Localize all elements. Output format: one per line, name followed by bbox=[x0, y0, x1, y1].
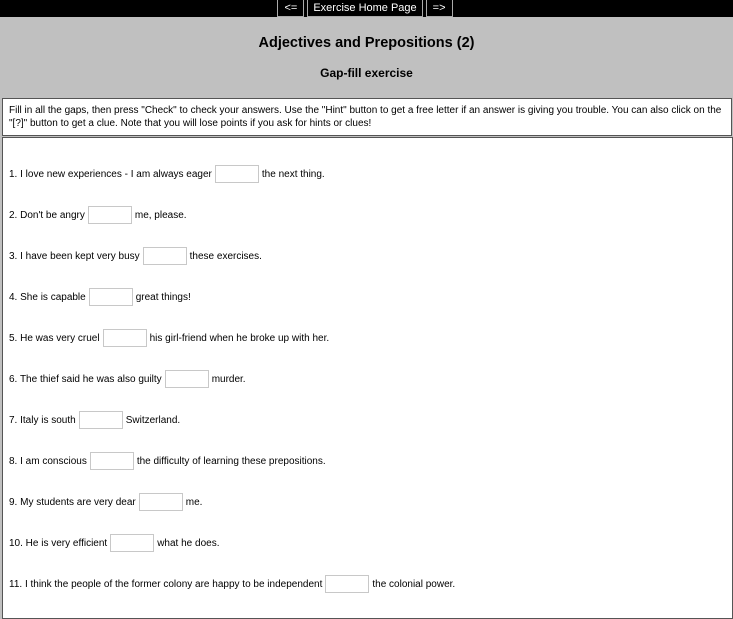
exercise-home-page-button[interactable]: Exercise Home Page bbox=[307, 0, 422, 17]
question-3 bbox=[9, 245, 262, 267]
question-6-gap-input[interactable] bbox=[165, 370, 209, 388]
question-9 bbox=[9, 491, 202, 513]
question-2-gap-input[interactable] bbox=[88, 206, 132, 224]
exercise-question-area bbox=[2, 137, 733, 619]
question-1-text-before: 1. I love new experiences - I am always eager bbox=[9, 168, 212, 180]
question-9-text-before: 9. My students are very dear bbox=[9, 496, 136, 508]
question-5-text-before: 5. He was very cruel bbox=[9, 332, 100, 344]
question-11-text-after: the colonial power. bbox=[372, 578, 456, 590]
navigation-bar bbox=[0, 0, 733, 17]
question-7-text-before: 7. Italy is south bbox=[9, 414, 76, 426]
question-2 bbox=[9, 204, 187, 226]
question-2-text-before: 2. Don't be angry bbox=[9, 209, 85, 221]
question-4-text-before: 4. She is capable bbox=[9, 291, 86, 303]
nav-button-group bbox=[277, 0, 455, 17]
question-7-text-after: Switzerland. bbox=[125, 414, 181, 426]
question-7 bbox=[9, 409, 180, 431]
question-8-text-after: the difficulty of learning these prepositions. bbox=[136, 455, 326, 467]
question-3-gap-input[interactable] bbox=[143, 247, 187, 265]
question-10 bbox=[9, 532, 219, 554]
question-8-text-before: 8. I am conscious bbox=[9, 455, 87, 467]
exercise-header bbox=[0, 17, 733, 97]
question-4 bbox=[9, 286, 191, 308]
question-5-gap-input[interactable] bbox=[103, 329, 147, 347]
question-3-text-before: 3. I have been kept very busy bbox=[9, 250, 140, 262]
question-9-text-after: me. bbox=[185, 496, 203, 508]
previous-exercise-button[interactable]: <= bbox=[277, 0, 304, 17]
question-7-gap-input[interactable] bbox=[79, 411, 123, 429]
question-11-text-before: 11. I think the people of the former colony are happy to be independent bbox=[9, 578, 323, 590]
question-1-gap-input[interactable] bbox=[215, 165, 259, 183]
question-6 bbox=[9, 368, 246, 390]
question-6-text-after: murder. bbox=[211, 373, 246, 385]
question-1-text-after: the next thing. bbox=[261, 168, 325, 180]
question-11 bbox=[9, 573, 455, 595]
question-10-text-before: 10. He is very efficient bbox=[9, 537, 108, 549]
question-9-gap-input[interactable] bbox=[139, 493, 183, 511]
question-3-text-after: these exercises. bbox=[189, 250, 262, 262]
exercise-subtitle: Gap-fill exercise bbox=[320, 66, 413, 80]
exercise-title: Adjectives and Prepositions (2) bbox=[258, 35, 475, 51]
question-5-text-after: his girl-friend when he broke up with her. bbox=[149, 332, 330, 344]
question-8 bbox=[9, 450, 326, 472]
question-4-gap-input[interactable] bbox=[89, 288, 133, 306]
question-4-text-after: great things! bbox=[135, 291, 191, 303]
question-8-gap-input[interactable] bbox=[90, 452, 134, 470]
question-1 bbox=[9, 163, 325, 185]
instructions-box: Fill in all the gaps, then press "Check" to check your answers. Use the "Hint" button to get a free letter if an answer is giving you trouble. You can also click on the "[?]" button to get a clue. Note that you will lose points if you ask for hints or clues! bbox=[2, 98, 732, 136]
question-10-gap-input[interactable] bbox=[110, 534, 154, 552]
question-10-text-after: what he does. bbox=[157, 537, 220, 549]
question-5 bbox=[9, 327, 329, 349]
question-11-gap-input[interactable] bbox=[325, 575, 369, 593]
next-exercise-button[interactable]: => bbox=[426, 0, 453, 17]
question-2-text-after: me, please. bbox=[134, 209, 187, 221]
question-6-text-before: 6. The thief said he was also guilty bbox=[9, 373, 162, 385]
